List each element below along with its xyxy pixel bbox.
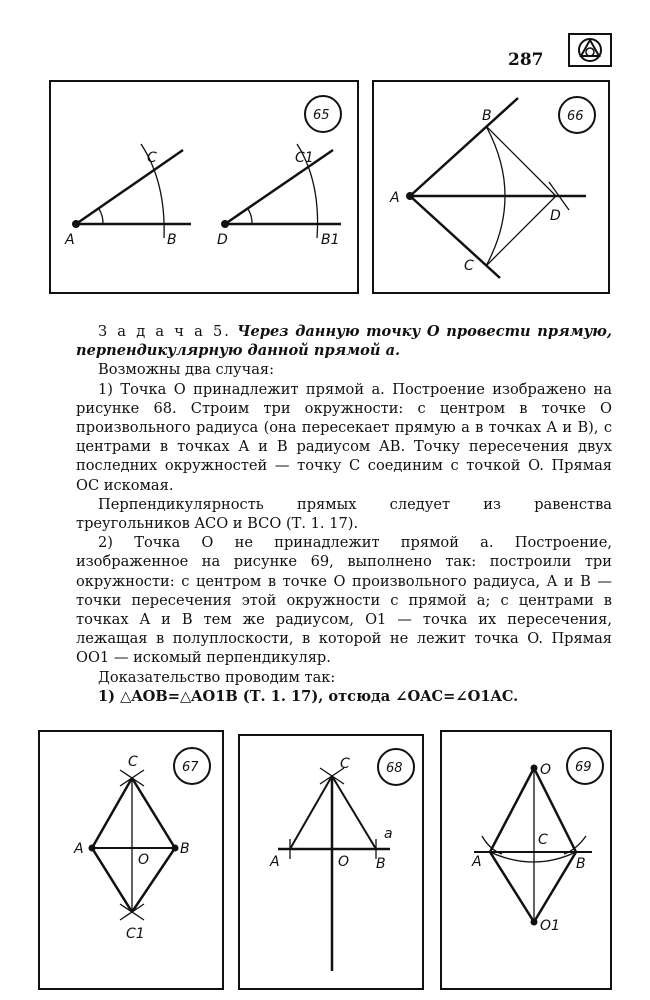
point-C-label: C [128,754,138,770]
figure-66 [372,80,610,294]
case-1: 1) Точка O принадлежит прямой a. Построение изображено на рисунке 68. Строим три окружности: с центром в точке O произвольного радиуса (она пересекает прямую a в точках A и B), с центрами в точках A и B радиусом AB. Точку пересечения двух последних окружностей — точку C соединим с точкой O. Прямая OC искомая. [76,380,612,494]
page-number: 287 [508,50,544,70]
cases-intro: Возможны два случая: [98,361,275,379]
point-B1-label: B1 [321,232,340,248]
proof-intro: Доказательство проводим так: [98,668,336,686]
point-A-label: A [390,190,400,206]
figure-number-66: 66 [567,109,584,124]
figure-65 [49,80,359,294]
point-O1-label: O1 [540,918,560,934]
point-C-label: C [538,832,548,848]
point-A-label: A [74,841,84,857]
point-C-label: C [464,258,474,274]
point-D-label: D [217,232,228,248]
point-A-label: A [472,854,482,870]
point-A-label: A [65,232,75,248]
perpendicularity-note: Перпендикулярность прямых следует из равенства треугольников ACO и BCO (Т. 1. 17). [76,495,612,533]
line-a-label: a [384,826,393,842]
point-O-label: O [138,852,150,868]
point-O-label: O [338,854,350,870]
point-B-label: B [167,232,177,248]
point-A-label: A [270,854,280,870]
figure-67 [38,730,224,990]
main-text [76,322,612,706]
point-B-label: B [376,856,386,872]
task-label: З а д а ч а 5. [98,323,231,340]
case-2: 2) Точка O не принадлежит прямой a. Построение, изображенное на рисунке 69, выполнено так: построили три окружности: с центром в точке O произвольного радиуса, A и B — точки пересечения этой окружности с прямой a; с центрами в точках A и B тем же радиусом, O1 — точка их пересечения, лежащая в полуплоскости, в которой не лежит точка O. Прямая OO1 — искомый перпендикуляр. [76,534,612,667]
circle-triangle-logo-icon [568,33,612,67]
figure-number-65: 65 [313,108,330,123]
task-statement: Через данную точку O провести прямую, перпендикулярную данной прямой a. [76,323,613,360]
point-D-label: D [550,208,561,224]
point-B-label: B [482,108,492,124]
point-B-label: B [576,856,586,872]
task-5-heading [76,322,612,360]
figure-68 [238,734,424,990]
point-C-label: C [147,150,157,166]
figure-number-67: 67 [182,760,199,775]
figure-number-68: 68 [386,761,403,776]
point-B-label: B [180,841,190,857]
point-C-label: C [340,756,350,772]
point-C1-label: C1 [295,150,314,166]
proof-line: 1) △AOB=△AO1B (Т. 1. 17), отсюда ∠OAC=∠O1AC. [98,687,519,705]
figure-number-69: 69 [575,760,592,775]
point-O-label: O [540,762,552,778]
figure-69 [440,730,612,990]
point-C1-label: C1 [126,926,145,942]
